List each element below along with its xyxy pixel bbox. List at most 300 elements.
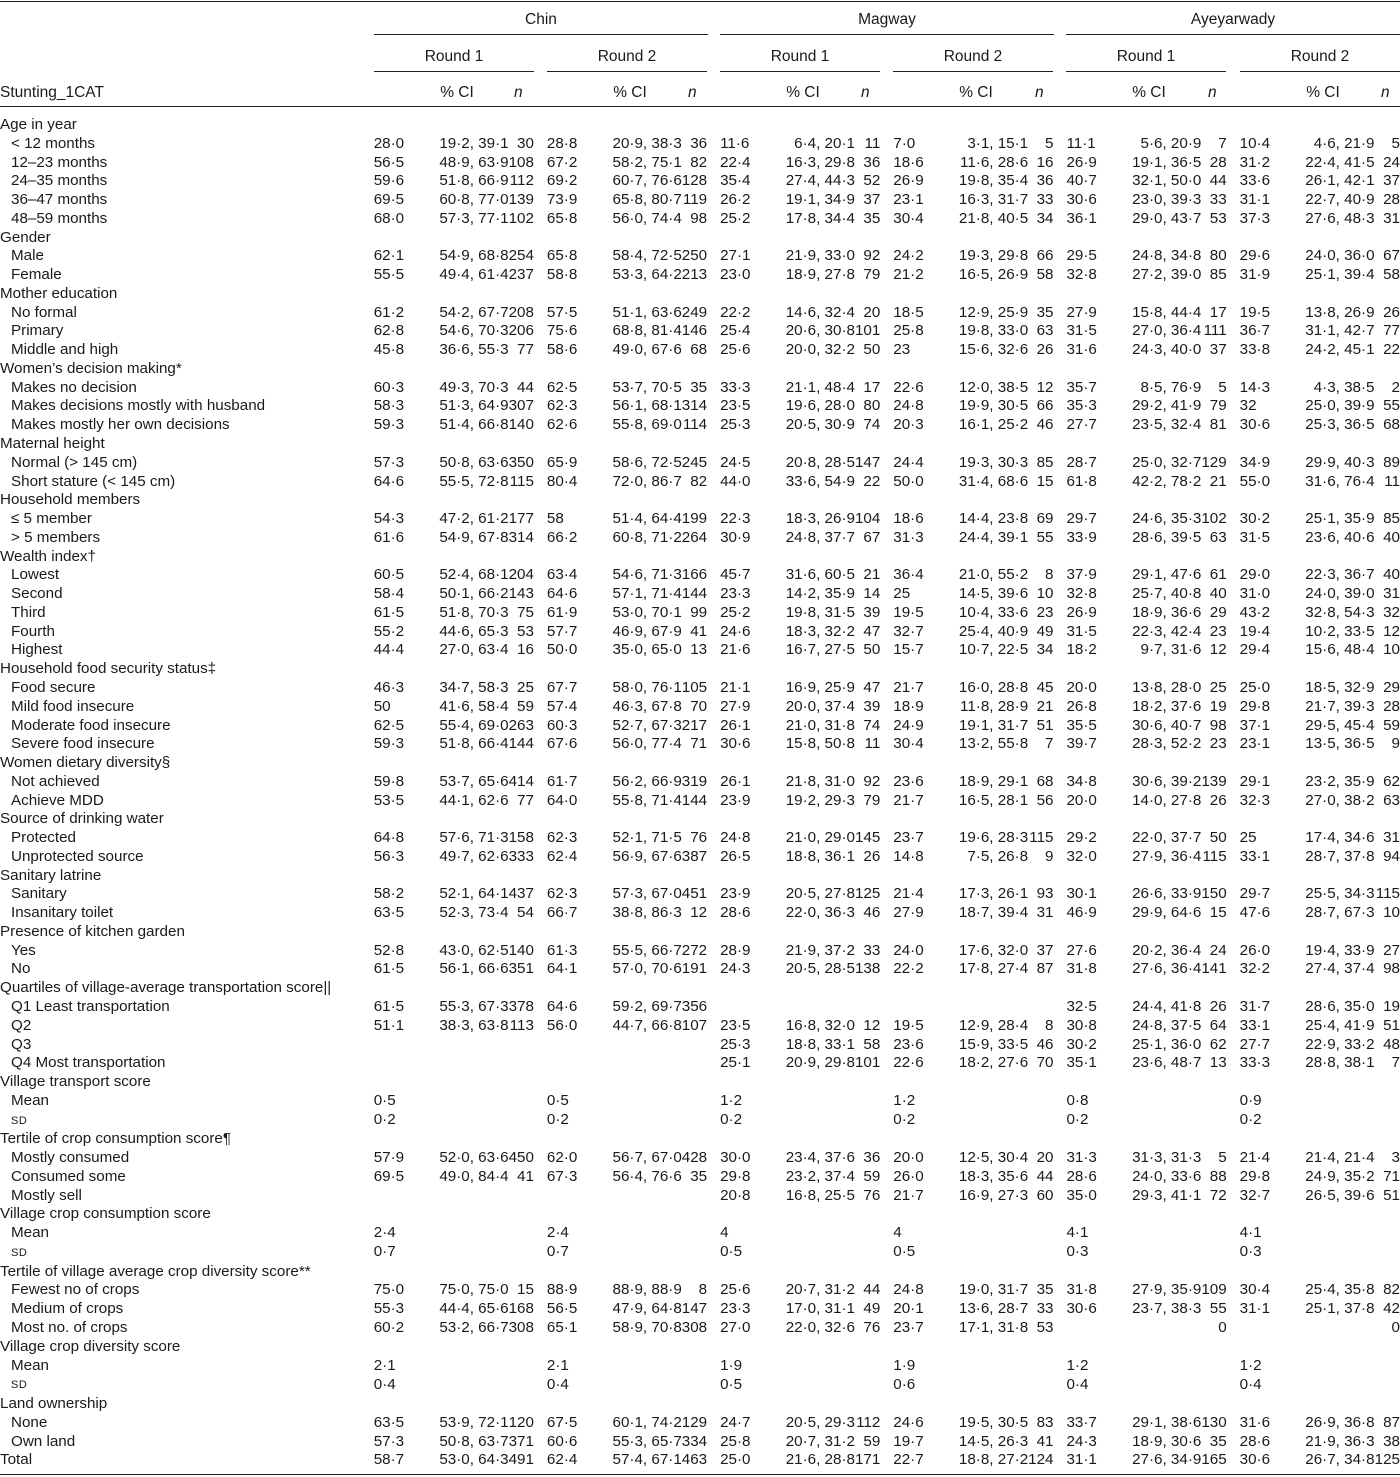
ci-cell: 50·8, 63·7 [439,1432,509,1450]
percent-cell: 25 [1239,829,1257,847]
column-gap [880,698,893,717]
percent-cell: 80·4 [546,472,578,490]
column-gap [880,792,893,811]
percent-cell: 10·4 [1239,134,1271,152]
column-gap [1053,172,1066,191]
n-cell [682,1054,707,1073]
table-row [0,529,1400,548]
n-cell: 12 [863,1016,881,1034]
n-cell: 26 [1383,303,1400,321]
n-cell: 39 [863,697,881,715]
column-gap [534,1357,547,1376]
n-cell: 82 [690,472,708,490]
column-gap [1053,698,1066,717]
ci-cell: 16·9, 25·9 [785,678,855,696]
ci-cell: 26·9, 36·8 [1305,1413,1375,1431]
n-cell: 74 [863,716,881,734]
column-gap [707,379,720,398]
ci-cell: 18·8, 36·1 [785,847,855,865]
percent-cell: 55·5 [373,266,405,284]
table-row [0,1111,1400,1131]
percent-cell: 22·6 [893,378,924,396]
percent-cell: 61·5 [373,603,405,621]
n-cell: 12 [1209,641,1227,659]
column-gap [1227,1433,1240,1452]
ci-cell: 48·9, 63·9 [439,153,509,171]
ci-cell: 52·0, 63·6 [439,1149,509,1167]
n-cell [509,1036,534,1055]
ci-cell: 31·6, 76·4 [1305,472,1375,490]
column-gap [534,885,547,904]
column-gap [1053,1224,1066,1243]
ci-cell [414,1092,509,1111]
percent-cell: 60·6 [546,1432,578,1450]
ci-cell: 52·1, 71·5 [612,829,682,847]
percent-cell: 45·7 [720,566,751,584]
ci-cell: 31·4, 68·6 [958,472,1029,490]
ci-cell: 31·1, 42·7 [1305,322,1375,340]
ci-cell [1106,1357,1201,1376]
n-cell: 308 [681,1319,708,1336]
ci-cell: 44·4, 65·6 [439,1300,509,1318]
n-header: n [688,84,697,101]
percent-cell: 55·2 [373,622,405,640]
percent-cell: 31·1 [1239,1300,1271,1318]
ci-cell: 13·6, 28·7 [958,1300,1029,1318]
section-row [0,548,1400,567]
ci-cell [414,1357,509,1376]
row-label: Second [11,585,63,603]
ci-cell [414,1111,509,1131]
ci-cell: 23·5, 32·4 [1132,416,1202,434]
percent-cell: 55·3 [373,1300,405,1318]
n-cell [682,1111,707,1131]
column-gap [1227,904,1240,923]
n-cell: 47 [863,678,881,696]
percent-cell: 56·5 [546,1300,578,1318]
ci-cell: 15·8, 44·4 [1132,303,1202,321]
ci-cell: 16·8, 25·5 [785,1186,855,1204]
n-cell: 437 [508,885,534,903]
ci-cell: 25·0, 39·9 [1305,397,1375,415]
column-gap [880,154,893,173]
percent-cell: 31·2 [1239,153,1271,171]
column-gap [1227,322,1240,341]
ci-cell: 53·0, 70·1 [612,603,682,621]
percent-cell: 45·8 [373,341,405,359]
percent-cell: 24·3 [720,960,751,978]
ci-cell: 14·5, 26·3 [958,1432,1029,1450]
n-cell: 263 [508,716,534,734]
table-row [0,1243,1400,1263]
row-label: 24–35 months [11,172,108,190]
n-cell: 28 [1209,153,1227,171]
column-gap [880,998,893,1017]
column-gap [707,904,720,923]
table-row [0,942,1400,961]
n-cell: 2 [1391,378,1400,396]
percent-cell: 75·6 [546,322,578,340]
column-gap [1227,1319,1240,1338]
n-cell: 64 [1209,1016,1227,1034]
n-cell: 11 [1384,472,1400,490]
row-label: Mostly sell [11,1186,82,1204]
n-cell: 55 [1383,397,1400,415]
n-cell [509,1243,534,1263]
ci-cell: 25·4, 41·9 [1305,1016,1375,1034]
column-gap [534,322,547,341]
column-gap [707,773,720,792]
n-cell [509,1054,534,1073]
ci-cell: 16·0, 28·8 [958,678,1029,696]
column-gap [707,1319,720,1338]
n-cell: 37 [1036,941,1054,959]
ci-cell: 34·7, 58·3 [439,678,509,696]
ci-cell: 24·0, 39·0 [1305,585,1375,603]
n-cell: 177 [508,510,534,528]
percent-cell: 0·4 [546,1375,569,1393]
percent-cell: 19·7 [893,1432,924,1450]
column-gap [1053,1149,1066,1168]
percent-cell: 29·6 [1239,247,1271,265]
percent-cell: 37·1 [1239,716,1271,734]
section-row [0,1205,1400,1224]
column-gap [707,679,720,698]
n-cell [1201,1224,1226,1243]
percent-cell: 57·5 [546,303,578,321]
column-gap [1227,829,1240,848]
ci-cell: 27·9, 35·9 [1132,1281,1202,1299]
column-gap [880,510,893,529]
column-gap [880,1433,893,1452]
n-cell: 59 [517,697,534,715]
round-header-chin-1: Round 1 [424,48,484,65]
n-header: n [1381,84,1390,101]
percent-cell: 60·3 [546,716,578,734]
round-underline [893,71,1053,72]
table-row [0,322,1400,341]
n-cell: 35 [1036,1281,1054,1299]
n-cell: 71 [1383,1167,1400,1185]
n-cell: 55 [1036,528,1054,546]
column-gap [1227,510,1240,529]
column-gap [880,904,893,923]
column-gap [880,641,893,660]
n-cell: 58 [1383,266,1400,284]
n-cell: 70 [1036,1054,1054,1072]
ci-cell: 11·6, 28·6 [960,153,1029,171]
table-row [0,585,1400,604]
column-gap [880,379,893,398]
row-label: Makes mostly her own decisions [11,416,230,434]
column-gap [534,379,547,398]
ci-cell: 44·7, 66·8 [612,1016,682,1034]
n-cell: 10 [1383,641,1400,659]
section-row [0,867,1400,886]
percent-cell: 1·2 [1239,1356,1262,1374]
percent-cell: 24·8 [720,829,751,847]
row-label: Most no. of crops [11,1319,128,1336]
column-gap [534,1092,547,1111]
percent-cell: 28·9 [720,941,751,959]
n-cell: 50 [863,641,881,659]
n-cell: 139 [1201,772,1227,790]
column-gap [534,510,547,529]
ci-cell [760,1357,855,1376]
ci-cell: 19·5, 30·5 [958,1413,1029,1431]
n-cell: 15 [1036,472,1054,490]
n-cell: 20 [863,303,881,321]
percent-cell: 58·2 [373,885,405,903]
column-gap [534,1281,547,1300]
ci-cell [933,1111,1028,1131]
n-cell: 68 [690,341,708,359]
n-cell: 31 [1383,209,1400,227]
ci-cell [587,1243,682,1263]
column-gap [707,829,720,848]
percent-cell: 4·1 [1066,1224,1089,1242]
percent-cell: 35·7 [1066,378,1097,396]
n-cell: 308 [508,1319,534,1336]
n-cell: 36 [1036,172,1054,190]
percent-cell: 29·8 [1239,697,1271,715]
row-label [0,1243,374,1263]
section-label: Women’s decision making* [0,359,182,377]
ci-cell: 54·6, 70·3 [439,322,509,340]
round-header-chin-2: Round 2 [597,48,657,65]
column-gap [880,623,893,642]
percent-cell: 31·8 [1066,1281,1097,1299]
percent-cell: 29·7 [1239,885,1271,903]
percent-cell: 28·6 [720,904,751,922]
ci-cell: 18·7, 39·4 [958,904,1029,922]
percent-cell: 58·7 [373,1451,405,1469]
n-cell [1028,1224,1053,1243]
n-cell: 139 [508,191,534,209]
row-label: Male [11,247,44,265]
section-label: Presence of kitchen garden [0,922,185,940]
ci-cell: 54·6, 71·3 [612,566,682,584]
n-cell: 66 [1036,397,1054,415]
ci-cell [760,1092,855,1111]
n-cell: 55 [1209,1300,1227,1318]
percent-cell: 7·0 [893,134,916,152]
table-row [0,379,1400,398]
sd-label: SD [11,1246,28,1259]
n-cell: 28 [1383,191,1400,209]
n-cell: 33 [1036,191,1054,209]
n-cell: 77 [1383,322,1400,340]
n-cell: 0 [1218,1319,1227,1336]
column-gap [534,1017,547,1036]
column-gap [534,566,547,585]
n-cell: 46 [1036,1035,1054,1053]
n-cell: 140 [508,416,534,434]
n-cell: 44 [863,1281,881,1299]
n-cell: 350 [508,453,534,471]
table-row [0,1054,1400,1073]
ci-cell: 60·8, 77·0 [439,191,509,209]
n-cell: 31 [1383,585,1400,603]
percent-cell: 22·2 [720,303,751,321]
row-label: Total [0,1451,33,1469]
percent-cell: 67·7 [546,678,578,696]
percent-cell: 4 [720,1224,729,1242]
ci-cell: 16·1, 25·2 [958,416,1029,434]
n-cell [855,1357,880,1376]
row-label-header: Stunting_1CAT [0,84,104,101]
ci-cell [1280,1319,1375,1338]
table-row [0,210,1400,229]
ci-cell: 16·3, 31·7 [958,191,1029,209]
section-label: Land ownership [0,1395,108,1413]
percent-cell: 24·2 [893,247,924,265]
percent-cell: 29·8 [1239,1167,1271,1185]
n-header: n [1208,84,1217,101]
n-cell: 19 [1383,997,1400,1015]
percent-cell: 1·9 [893,1356,916,1374]
ci-cell: 19·9, 30·5 [958,397,1029,415]
column-gap [1053,247,1066,266]
column-gap [534,773,547,792]
ci-cell: 21·9, 36·3 [1305,1432,1375,1450]
n-cell: 28 [1383,697,1400,715]
n-cell: 237 [508,266,534,284]
n-cell: 35 [863,209,881,227]
n-cell: 35 [1036,303,1054,321]
n-cell: 47 [863,622,881,640]
percent-cell: 36·4 [893,566,924,584]
ci-cell: 60·7, 76·6 [612,172,682,190]
ci-cell: 17·0, 31·1 [785,1300,855,1318]
ci-cell: 52·7, 67·3 [612,716,682,734]
ci-cell: 23·7, 38·3 [1132,1300,1202,1318]
ci-cell: 33·6, 54·9 [785,472,855,490]
ci-cell: 55·3, 67·3 [439,997,509,1015]
row-label: Unprotected source [11,847,144,865]
column-gap [707,154,720,173]
percent-cell: 0·2 [1239,1111,1262,1129]
ci-cell: 14·0, 27·8 [1132,791,1202,809]
ci-cell: 18·2, 27·6 [958,1054,1029,1072]
n-cell: 41 [1036,1432,1054,1450]
column-gap [707,604,720,623]
ci-cell: 53·7, 65·6 [439,772,509,790]
percent-cell: 20·1 [893,1300,924,1318]
ci-cell: 35·0, 65·0 [612,641,682,659]
n-cell [509,1375,534,1395]
ci-cell: 21·8, 31·0 [785,772,855,790]
section-row [0,491,1400,510]
column-gap [1053,960,1066,979]
ci-cell: 12·9, 28·4 [958,1016,1029,1034]
n-cell: 114 [682,416,708,434]
table-row [0,473,1400,492]
n-cell: 333 [508,847,534,865]
n-cell: 68 [1383,416,1400,434]
percent-cell: 30·6 [1239,1451,1271,1469]
ci-cell: 17·6, 32·0 [958,941,1029,959]
n-cell: 165 [1201,1451,1227,1469]
column-gap [880,1168,893,1187]
ci-cell: 51·8, 66·4 [439,735,509,753]
column-gap [1053,397,1066,416]
n-cell: 35 [690,378,708,396]
percent-cell: 25·8 [720,1432,751,1450]
percent-cell: 0·7 [373,1243,396,1261]
pct-ci-header: % CI [959,84,993,101]
ci-cell: 58·4, 72·5 [612,247,682,265]
data-table [0,116,1400,1470]
n-cell: 51 [1036,716,1054,734]
n-cell: 22 [1383,341,1400,359]
percent-cell: 33·7 [1066,1413,1097,1431]
percent-cell: 23·6 [893,772,924,790]
n-cell: 80 [1209,247,1227,265]
column-gap [534,998,547,1017]
column-gap [707,1375,720,1395]
ci-cell: 56·9, 67·6 [612,847,682,865]
ci-cell: 14·2, 35·9 [785,585,855,603]
ci-cell [414,1036,509,1055]
ci-cell: 18·8, 33·1 [785,1035,855,1053]
percent-cell: 62·3 [546,397,578,415]
column-gap [1227,1451,1240,1470]
column-gap [1053,1017,1066,1036]
column-gap [1053,1092,1066,1111]
ci-cell: 15·9, 33·5 [958,1035,1029,1053]
percent-cell: 31·9 [1239,266,1271,284]
n-cell: 9 [1391,735,1400,753]
column-gap [1227,792,1240,811]
column-gap [707,792,720,811]
column-gap [1227,1300,1240,1319]
percent-cell: 55·0 [1239,472,1271,490]
column-gap [1227,341,1240,360]
percent-cell: 23·0 [720,266,751,284]
ci-cell [933,1243,1028,1263]
ci-cell: 27·9, 36·4 [1132,847,1202,865]
section-label: Wealth index† [0,547,96,565]
row-label: Female [11,266,62,284]
percent-cell: 60·3 [373,378,405,396]
percent-cell: 32·8 [1066,266,1097,284]
row-label: Mild food insecure [11,697,135,715]
percent-cell: 23·3 [720,585,751,603]
pct-ci-header: % CI [440,84,474,101]
ci-cell: 55·8, 71·4 [612,791,682,809]
table-row [0,1357,1400,1376]
column-gap [534,717,547,736]
column-gap [707,1414,720,1433]
ci-cell: 57·4, 67·1 [612,1451,682,1469]
percent-cell: 18·6 [893,153,924,171]
n-cell: 414 [508,772,534,790]
column-gap [534,1111,547,1131]
percent-cell: 21·7 [893,791,924,809]
percent-cell: 29·5 [1066,247,1097,265]
table-row [0,304,1400,323]
n-cell: 245 [681,453,708,471]
table-row [0,566,1400,585]
column-gap [880,773,893,792]
column-gap [880,1319,893,1338]
percent-cell: 35·4 [720,172,751,190]
n-cell: 144 [681,791,708,809]
column-gap [880,322,893,341]
table-row [0,135,1400,154]
ci-cell: 22·4, 41·5 [1305,153,1375,171]
